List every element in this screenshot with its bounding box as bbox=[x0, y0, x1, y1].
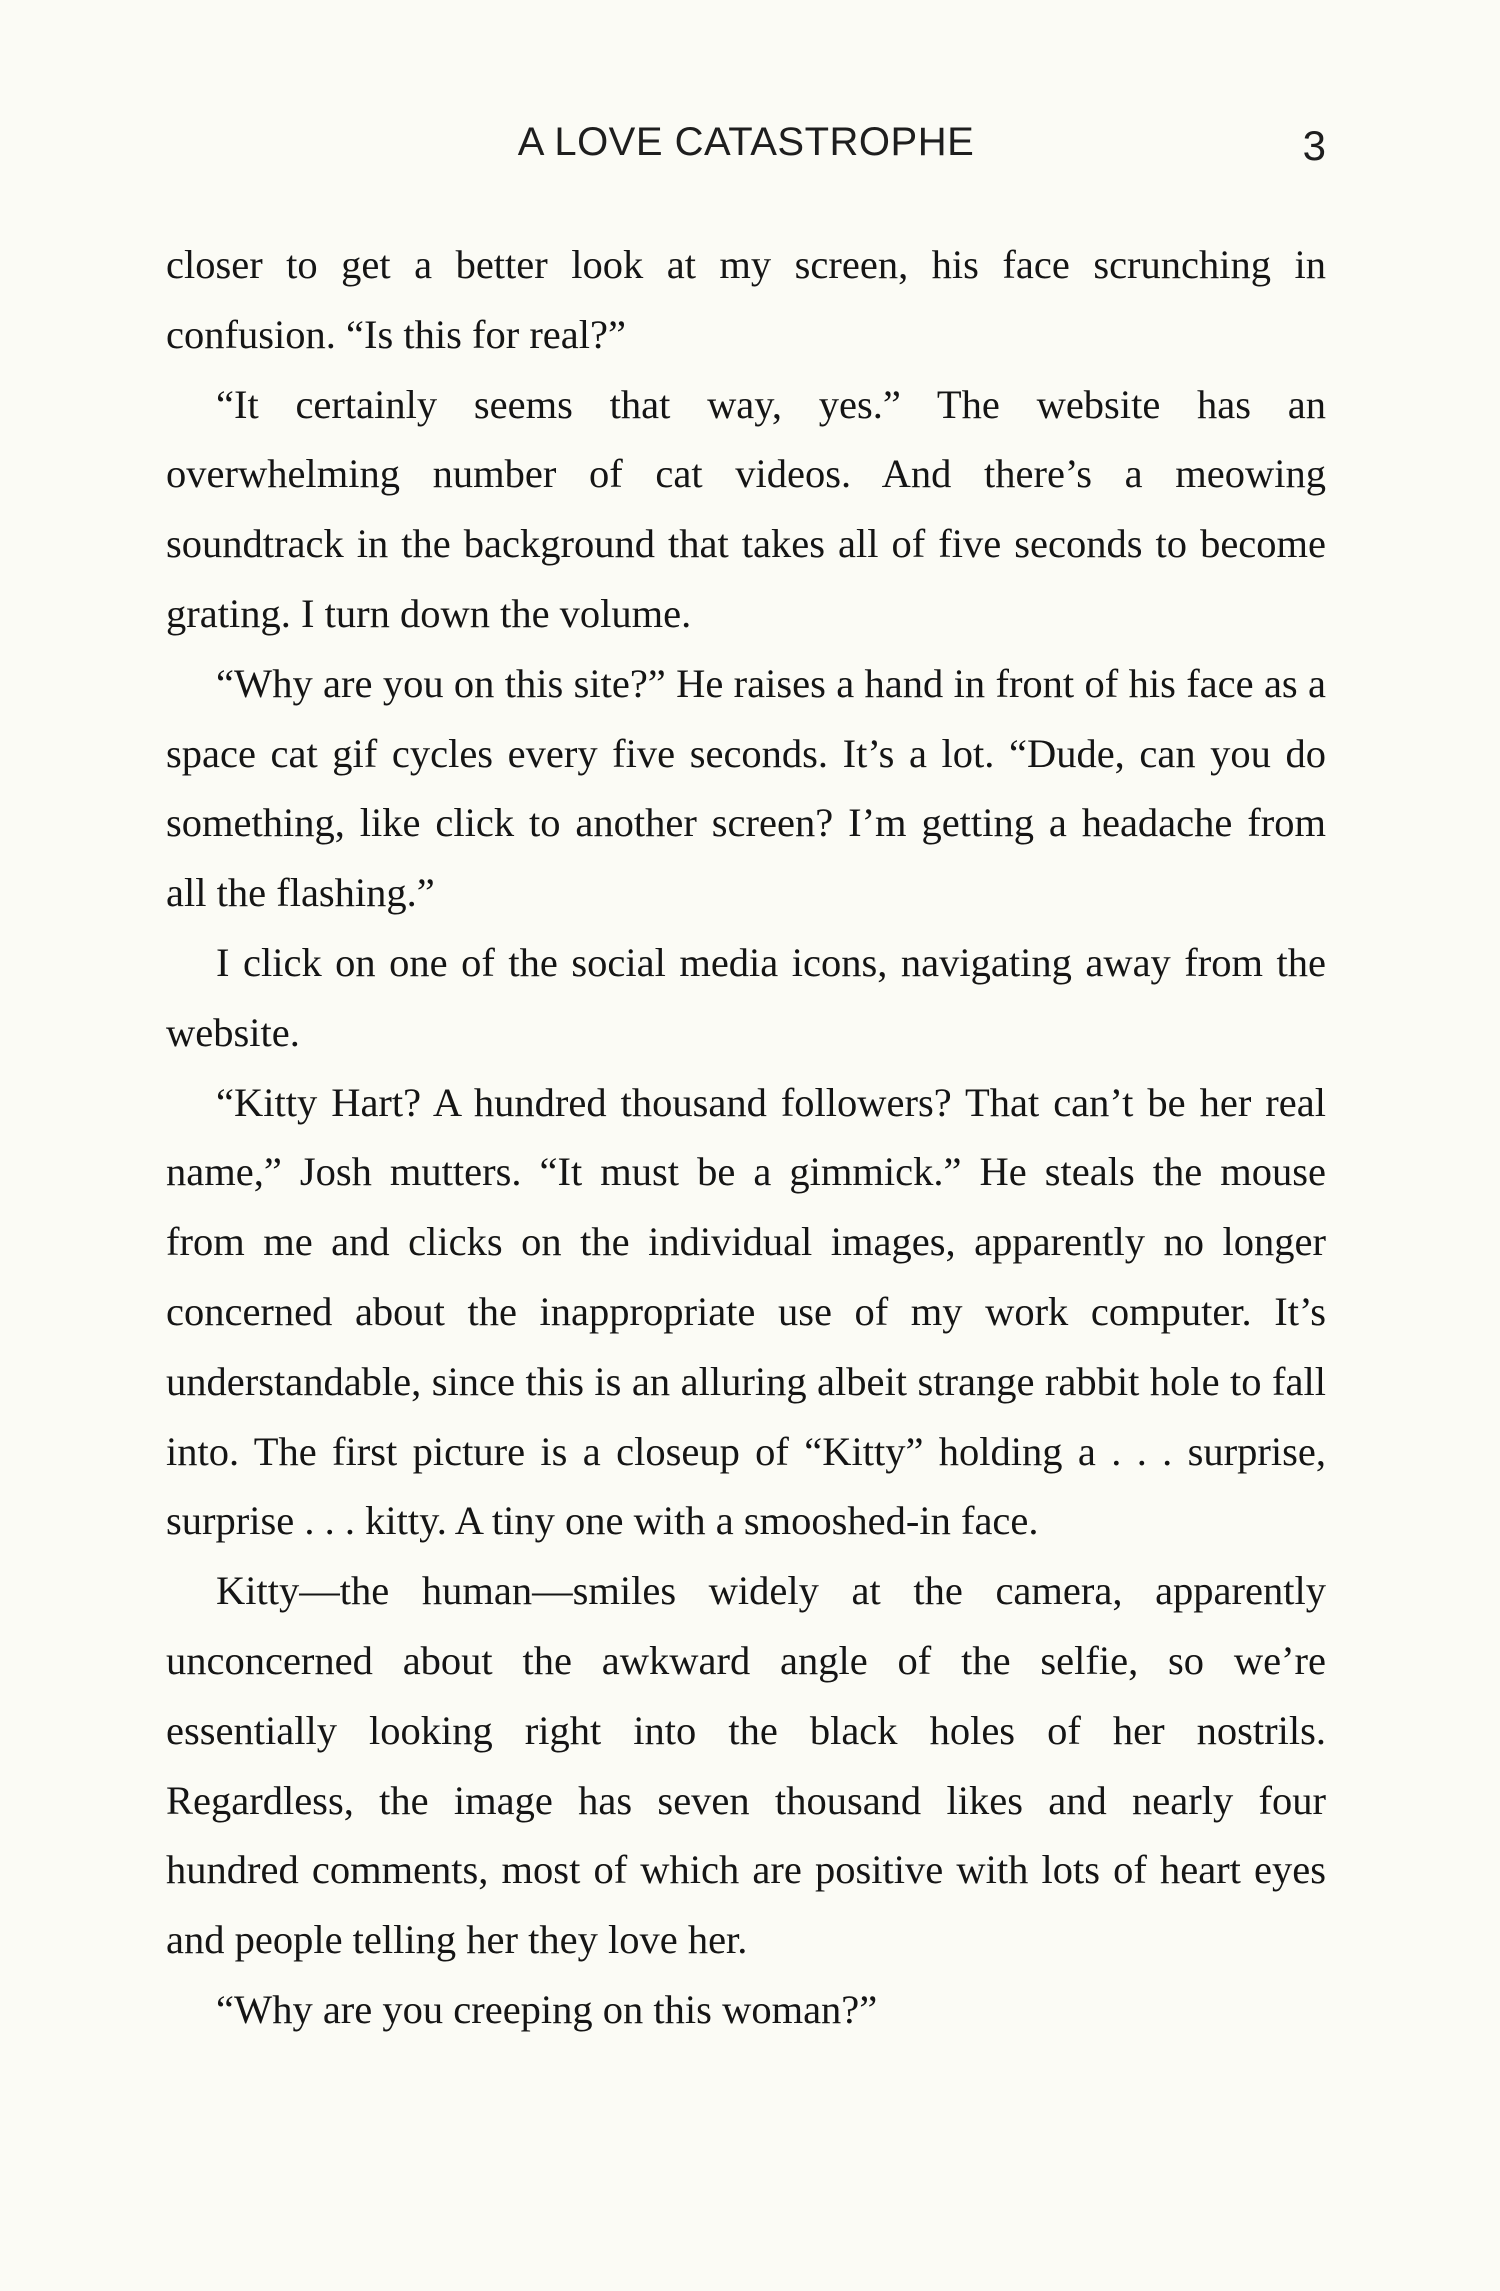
page-number: 3 bbox=[1302, 122, 1326, 169]
body-text bbox=[166, 230, 1326, 2045]
paragraph: Kitty—the human—smiles widely at the camera, apparently unconcerned about the awkward angle of the selfie, so we’re essentially looking right into the black holes of her nostrils. Regardless, the image has seven thousand likes and nearly four hundred comments, most of which are positive with lots of heart eyes and people telling her they love her. bbox=[166, 1568, 1326, 1963]
paragraph: closer to get a better look at my screen, his face scrunching in confusion. “Is this for real?” bbox=[166, 242, 1326, 357]
paragraph: I click on one of the social media icons, navigating away from the website. bbox=[166, 939, 1326, 1055]
paragraph: “Why are you creeping on this woman?” bbox=[216, 1986, 878, 2032]
paragraph: “It certainly seems that way, yes.” The website has an overwhelming number of cat videos. And there’s a meowing soundtrack in the background that takes all of five seconds to become grating. I turn down the volume. bbox=[166, 381, 1326, 636]
paragraph: “Kitty Hart? A hundred thousand followers? That can’t be her real name,” Josh mutters. “It must be a gimmick.” He steals the mouse from me and clicks on the individual images, apparently no longer concerned about the inappropriate use of my work computer. It’s understandable, since this is an alluring albeit strange rabbit hole to fall into. The first picture is a closeup of “Kitty” holding a . . . surprise, surprise . . . kitty. A tiny one with a smooshed-in face. bbox=[166, 1079, 1326, 1544]
paragraph: “Why are you on this site?” He raises a hand in front of his face as a space cat gif cycles every five seconds. It’s a lot. “Dude, can you do something, like click to another screen? I’m getting a headache from all the flashing.” bbox=[166, 660, 1326, 916]
page-header bbox=[166, 112, 1326, 172]
running-title: A LOVE CATASTROPHE bbox=[517, 120, 975, 164]
